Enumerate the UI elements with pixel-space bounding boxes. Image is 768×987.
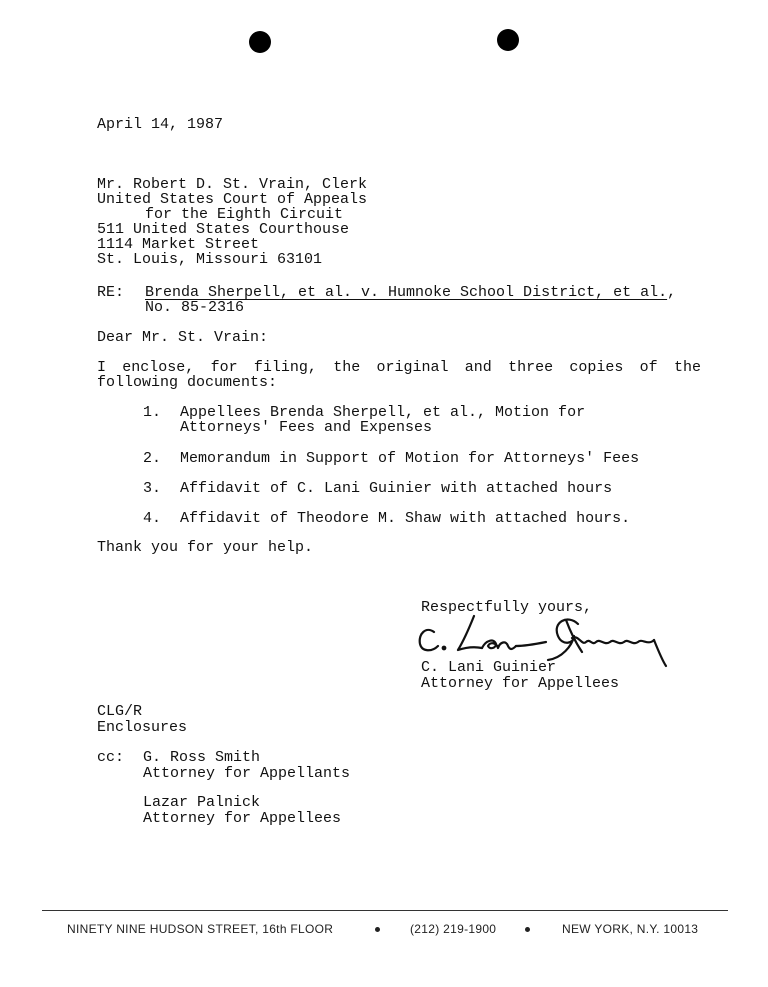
body-word: the — [333, 359, 361, 376]
closing-thanks: Thank you for your help. — [97, 539, 314, 556]
document-line: Attorneys' Fees and Expenses — [180, 419, 433, 436]
recipient-line-2: United States Court of Appeals — [97, 191, 368, 208]
body-word: copies — [569, 359, 624, 376]
body-line-2: following documents: — [97, 374, 278, 391]
re-label: RE: — [97, 284, 125, 301]
body-word: filing, — [253, 359, 317, 376]
binder-hole-left — [249, 31, 271, 53]
recipient-line-3: for the Eighth Circuit — [145, 206, 344, 223]
re-case-number: No. 85-2316 — [145, 299, 245, 316]
document-line: Affidavit of C. Lani Guinier with attached hours — [180, 480, 613, 497]
footer-separator-dot — [525, 927, 530, 932]
recipient-line-1: Mr. Robert D. St. Vrain, Clerk — [97, 176, 368, 193]
recipient-line-6: St. Louis, Missouri 63101 — [97, 251, 323, 268]
body-word: three — [508, 359, 554, 376]
footer-phone: (212) 219-1900 — [410, 922, 497, 936]
re-case-title: Brenda Sherpell, et al. v. Humnoke School District, et al. — [145, 284, 668, 301]
document-number: 4. — [143, 510, 162, 527]
body-word: the — [673, 359, 701, 376]
document-line: Affidavit of Theodore M. Shaw with attached hours. — [180, 510, 631, 527]
document-line: Memorandum in Support of Motion for Attorneys' Fees — [180, 450, 640, 467]
re-case-caption — [145, 285, 676, 300]
signer-title: Attorney for Appellees — [421, 675, 620, 692]
cc-name: Lazar Palnick — [143, 794, 261, 811]
body-word: enclose, — [122, 359, 195, 376]
cc-label: cc: — [97, 749, 125, 766]
cc-role: Attorney for Appellees — [143, 810, 342, 827]
complimentary-close: Respectfully yours, — [421, 599, 593, 616]
enclosures-note: Enclosures — [97, 719, 188, 736]
cc-name: G. Ross Smith — [143, 749, 261, 766]
binder-hole-right — [497, 29, 519, 51]
body-line-1 — [97, 360, 701, 375]
footer-address: NINETY NINE HUDSON STREET, 16th FLOOR — [67, 922, 334, 936]
body-word: of — [639, 359, 658, 376]
body-word: and — [464, 359, 492, 376]
body-word: I — [97, 359, 107, 376]
typist-initials: CLG/R — [97, 703, 143, 720]
re-case-trailing: , — [667, 284, 677, 301]
document-line: Appellees Brenda Sherpell, et al., Motion for — [180, 404, 586, 421]
letter-date: April 14, 1987 — [97, 116, 224, 133]
footer-rule — [42, 910, 728, 911]
body-word: original — [376, 359, 449, 376]
recipient-line-4: 511 United States Courthouse — [97, 221, 350, 238]
recipient-line-5: 1114 Market Street — [97, 236, 260, 253]
cc-role: Attorney for Appellants — [143, 765, 351, 782]
footer-separator-dot — [375, 927, 380, 932]
footer-city: NEW YORK, N.Y. 10013 — [562, 922, 699, 936]
salutation: Dear Mr. St. Vrain: — [97, 329, 269, 346]
document-number: 1. — [143, 404, 162, 421]
signer-name: C. Lani Guinier — [421, 659, 557, 676]
document-number: 2. — [143, 450, 162, 467]
body-word: for — [210, 359, 238, 376]
document-number: 3. — [143, 480, 162, 497]
